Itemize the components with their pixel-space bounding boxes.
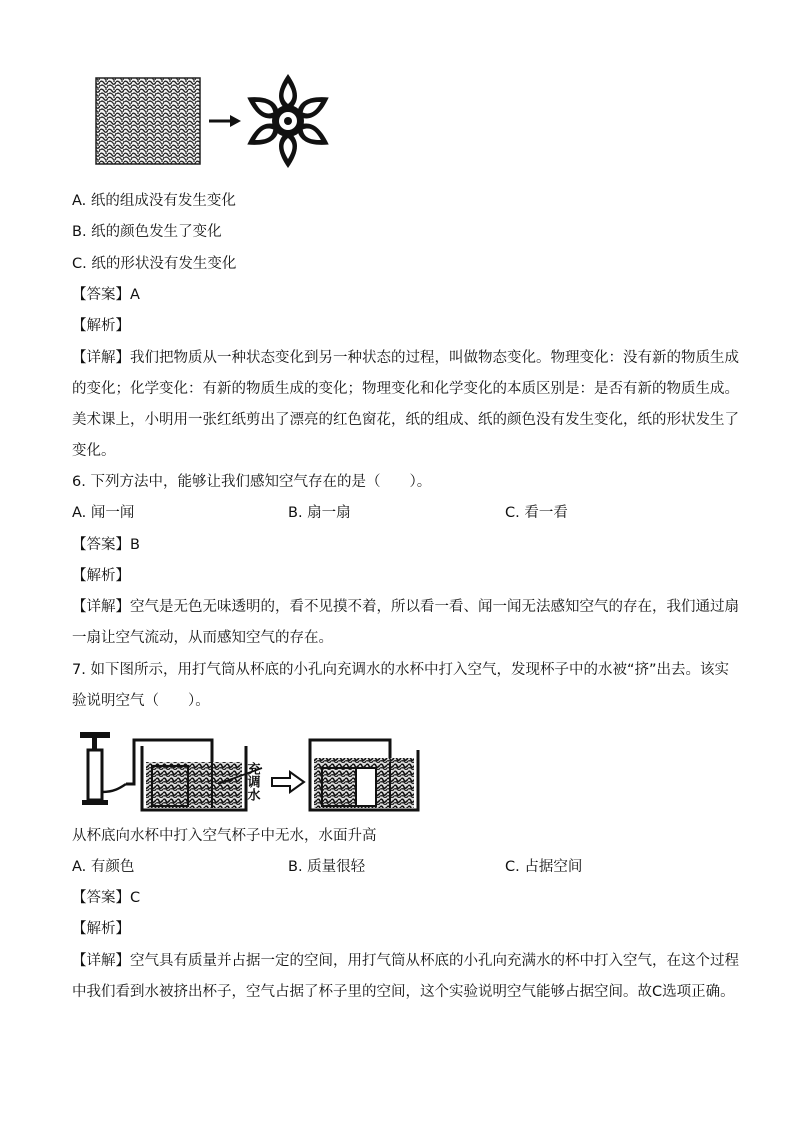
water-tank-before [142,746,246,810]
q6-detail-line-1: 【详解】空气是无色无味透明的，看不见摸不着，所以看一看、闻一闻无法感知空气的存在，我们通过扇 [72,599,739,615]
q6-analysis: 【解析】 [72,568,130,584]
q7-option-c: C. 占据空间 [505,859,583,875]
q6-stem: 6. 下列方法中，能够让我们感知空气存在的是（ ）。 [72,474,432,490]
q7-detail-line-1: 【详解】空气具有质量并占据一定的空间，用打气筒从杯底的小孔向充满水的杯中打入空气，在这个过程 [72,953,739,969]
q5-option-c: C. 纸的形状没有发生变化 [72,256,237,272]
q5-detail-line-3: 美术课上，小明用一张红纸剪出了漂亮的红色窗花，纸的组成、纸的颜色没有发生变化，纸的形状发生了 [72,412,739,428]
red-paper-square [96,78,200,164]
fill-water-label: 充调水 [244,762,260,801]
q6-option-a: A. 闻一闻 [72,505,135,521]
hollow-arrow-icon [272,772,304,792]
q6-option-c: C. 看一看 [505,505,568,521]
q6-detail-line-2: 一扇让空气流动，从而感知空气的存在。 [72,630,333,646]
paper-cut-figure [84,72,334,172]
q7-stem-line-2: 验说明空气（ ）。 [72,693,210,709]
q7-detail-line-2: 中我们看到水被挤出杯子，空气占据了杯子里的空间，这个实验说明空气能够占据空间。故C选项正确。 [72,984,735,1000]
q7-option-a: A. 有颜色 [72,859,135,875]
q5-detail-line-2: 的变化；化学变化：有新的物质生成的变化；物理变化和化学变化的本质区别是：是否有新的物质生成。 [72,381,739,397]
q7-stem-line-1: 7. 如下图所示，用打气筒从杯底的小孔向充调水的水杯中打入空气，发现杯子中的水被“挤”出去。该实 [72,662,729,678]
q5-analysis: 【解析】 [72,318,130,334]
air-pump-icon [80,732,126,805]
q5-option-b: B. 纸的颜色发生了变化 [72,224,222,240]
q5-detail-line-4: 变化。 [72,443,116,459]
air-pump-experiment-figure [72,728,424,818]
q7-option-b: B. 质量很轻 [288,859,366,875]
q6-answer: 【答案】B [72,537,140,553]
water-tank-after [310,750,418,810]
paper-cut-flower [243,74,333,168]
q6-option-b: B. 扇一扇 [288,505,351,521]
q7-analysis: 【解析】 [72,921,130,937]
q7-figure-caption: 从杯底向水杯中打入空气杯子中无水，水面升高 [72,828,377,844]
arrow-icon [209,115,241,127]
q5-option-a: A. 纸的组成没有发生变化 [72,193,236,209]
q5-answer: 【答案】A [72,287,140,303]
q7-answer: 【答案】C [72,890,141,906]
q5-detail-line-1: 【详解】我们把物质从一种状态变化到另一种状态的过程，叫做物态变化。物理变化：没有新的物质生成 [72,350,739,366]
